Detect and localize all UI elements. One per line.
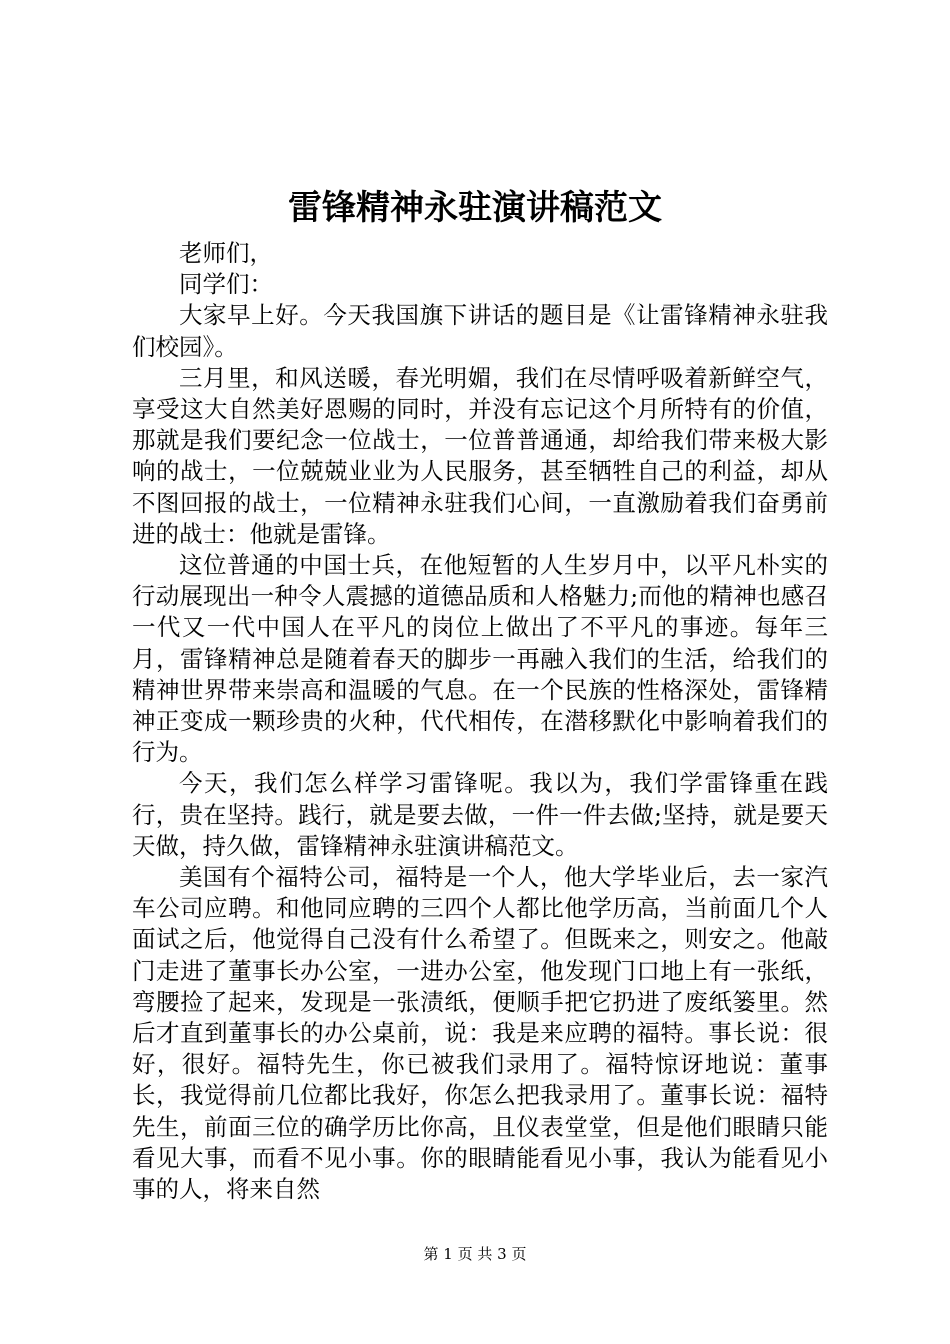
paragraph-soldier: 这位普通的中国士兵，在他短暂的人生岁月中，以平凡朴实的行动展现出一种令人震撼的道德品质和人格魅力;而他的精神也感召一代又一代中国人在平凡的岗位上做出了不平凡的事迹。每年三月，雷锋精神总是随着春天的脚步一再融入我们的生活，给我们的精神世界带来崇高和温暖的气息。在一个民族的性格深处，雷锋精神正变成一颗珍贵的火种，代代相传，在潜移默化中影响着我们的行为。 [132, 551, 828, 767]
document-title: 雷锋精神永驻演讲稿范文 [288, 188, 662, 228]
paragraph-greeting: 大家早上好。今天我国旗下讲话的题目是《让雷锋精神永驻我们校园》。 [132, 301, 828, 361]
salutation-teachers: 老师们， [179, 239, 273, 267]
paragraph-march: 三月里，和风送暖，春光明媚，我们在尽情呼吸着新鲜空气，享受这大自然美好恩赐的同时，并没有忘记这个月所特有的价值，那就是我们要纪念一位战士，一位普普通通，却给我们带来极大影响的战士，一位兢兢业业为人民服务，甚至牺牲自己的利益，却从不图回报的战士，一位精神永驻我们心间，一直激励着我们奋勇前进的战士：他就是雷锋。 [132, 363, 828, 548]
paragraph-practice: 今天，我们怎么样学习雷锋呢。我以为，我们学雷锋重在践行，贵在坚持。践行，就是要去做，一件一件去做;坚持，就是要天天做，持久做，雷锋精神永驻演讲稿范文。 [132, 769, 828, 860]
document-body [132, 238, 828, 1205]
salutation-students: 同学们： [179, 270, 273, 299]
page-footer: 第 1 页 共 3 页 [423, 1245, 527, 1263]
paragraph-ford-story: 美国有个福特公司，福特是一个人，他大学毕业后，去一家汽车公司应聘。和他同应聘的三四个人都比他学历高，当前面几个人面试之后，他觉得自己没有什么希望了。但既来之，则安之。他敲门走进了董事长办公室，一进办公室，他发现门口地上有一张纸，弯腰捡了起来，发现是一张渍纸，便顺手把它扔进了废纸篓里。然后才直到董事长的办公桌前，说：我是来应聘的福特。事长说：很好，很好。福特先生，你已被我们录用了。福特惊讶地说：董事长，我觉得前几位都比我好，你怎么把我录用了。董事长说：福特先生，前面三位的确学历比你高，且仪表堂堂，但是他们眼睛只能看见大事，而看不见小事。你的眼睛能看见小事，我认为能看见小事的人，将来自然 [132, 863, 828, 1204]
